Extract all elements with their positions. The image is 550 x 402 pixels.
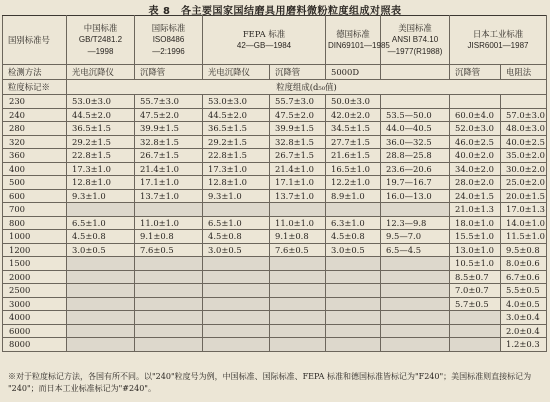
value-cell: 46.0±2.5	[450, 135, 501, 149]
value-cell: 3.0±0.4	[501, 311, 547, 325]
value-cell	[450, 311, 501, 325]
value-cell: 32.8±1.5	[270, 135, 326, 149]
value-cell	[203, 297, 270, 311]
value-cell: 12.8±1.0	[67, 176, 135, 190]
grit-cell: 6000	[3, 324, 67, 338]
value-cell: 17.1±1.0	[135, 176, 203, 190]
value-cell: 47.5±2.0	[135, 108, 203, 122]
grit-cell: 8000	[3, 338, 67, 352]
table-row	[3, 162, 547, 176]
standard-fepa: FEPA 标准 42—GB—1984	[203, 16, 326, 65]
grit-cell: 400	[3, 162, 67, 176]
value-cell: 6.5±1.0	[67, 216, 135, 230]
footnote-line: "240"；而日本工业标准标记为"#240"。	[8, 384, 156, 393]
value-cell	[326, 270, 381, 284]
value-cell: 11.0±1.0	[135, 216, 203, 230]
value-cell	[381, 270, 450, 284]
method-cell: 沉降管	[270, 65, 326, 80]
value-cell: 34.5±1.5	[326, 122, 381, 136]
value-cell: 29.2±1.5	[203, 135, 270, 149]
grit-cell: 1200	[3, 243, 67, 257]
value-cell: 32.8±1.5	[135, 135, 203, 149]
table-row	[3, 216, 547, 230]
value-cell: 6.3±1.0	[326, 216, 381, 230]
method-cell: 电阻法	[501, 65, 547, 80]
value-cell: 42.0±2.0	[326, 108, 381, 122]
value-cell	[67, 203, 135, 217]
value-cell	[381, 311, 450, 325]
value-cell: 36.5±1.5	[67, 122, 135, 136]
value-cell: 9.1±0.8	[135, 230, 203, 244]
value-cell	[67, 311, 135, 325]
value-cell	[135, 324, 203, 338]
footnote	[8, 371, 546, 395]
table-row	[3, 230, 547, 244]
value-cell: 4.0±0.5	[501, 297, 547, 311]
value-cell: 48.0±3.0	[501, 122, 547, 136]
value-cell	[450, 338, 501, 352]
grit-cell: 1500	[3, 257, 67, 271]
value-cell: 17.3±1.0	[67, 162, 135, 176]
value-cell: 53.5—50.0	[381, 108, 450, 122]
value-cell: 47.5±2.0	[270, 108, 326, 122]
footnote-line: ※对于粒度标记方法，各国有所不同。以"240"粒度号为例，中国标准、国际标准、FEPA 标准和德国标准皆标记为"F240"；美国标准则直接标记为	[8, 372, 532, 381]
value-cell: 21.4±1.0	[270, 162, 326, 176]
value-cell: 9.5—7.0	[381, 230, 450, 244]
value-cell: 2.0±0.4	[501, 324, 547, 338]
value-cell	[326, 203, 381, 217]
method-label: 检测方法	[3, 65, 67, 80]
value-cell: 30.0±2.0	[501, 162, 547, 176]
value-cell: 7.6±0.5	[135, 243, 203, 257]
value-cell	[203, 338, 270, 352]
value-cell: 36.0—32.5	[381, 135, 450, 149]
value-cell: 23.6—20.6	[381, 162, 450, 176]
country-standard-label: 国别标准号	[3, 16, 67, 65]
value-cell	[203, 324, 270, 338]
table-row	[3, 311, 547, 325]
grit-cell: 2000	[3, 270, 67, 284]
value-cell: 13.7±1.0	[270, 189, 326, 203]
value-cell	[67, 297, 135, 311]
value-cell: 7.0±0.7	[450, 284, 501, 298]
value-cell: 1.2±0.3	[501, 338, 547, 352]
table-row	[3, 122, 547, 136]
value-cell: 20.0±1.5	[501, 189, 547, 203]
value-cell: 35.0±2.0	[501, 149, 547, 163]
table-row	[3, 203, 547, 217]
table-row	[3, 149, 547, 163]
value-cell: 21.0±1.3	[450, 203, 501, 217]
grit-cell: 3000	[3, 297, 67, 311]
value-cell: 19.7—16.7	[381, 176, 450, 190]
value-cell: 53.0±3.0	[67, 95, 135, 109]
grit-cell: 700	[3, 203, 67, 217]
method-cell: 光电沉降仪	[203, 65, 270, 80]
value-cell: 17.1±1.0	[270, 176, 326, 190]
value-cell	[135, 270, 203, 284]
value-cell: 13.7±1.0	[135, 189, 203, 203]
value-cell	[326, 297, 381, 311]
value-cell: 34.0±2.0	[450, 162, 501, 176]
grit-cell: 280	[3, 122, 67, 136]
value-cell: 44.5±2.0	[67, 108, 135, 122]
value-cell: 4.5±0.8	[67, 230, 135, 244]
method-cell	[381, 65, 450, 80]
method-row	[3, 65, 547, 80]
value-cell	[203, 284, 270, 298]
table-row	[3, 95, 547, 109]
value-cell: 55.7±3.0	[270, 95, 326, 109]
grit-label-row	[3, 80, 547, 95]
method-cell: 沉降管	[450, 65, 501, 80]
value-cell: 12.3—9.8	[381, 216, 450, 230]
value-cell: 9.3±1.0	[67, 189, 135, 203]
value-cell	[326, 284, 381, 298]
standard-iso: 国际标准 ISO8486 —2:1996	[135, 16, 203, 65]
value-cell: 13.0±1.0	[450, 243, 501, 257]
value-cell	[67, 270, 135, 284]
value-cell: 9.1±0.8	[270, 230, 326, 244]
value-cell	[67, 338, 135, 352]
value-cell	[270, 270, 326, 284]
value-cell: 8.9±1.0	[326, 189, 381, 203]
value-cell: 5.5±0.5	[501, 284, 547, 298]
table-row	[3, 297, 547, 311]
value-cell	[450, 95, 501, 109]
table-row	[3, 243, 547, 257]
value-cell: 39.9±1.5	[270, 122, 326, 136]
grit-cell: 360	[3, 149, 67, 163]
value-cell	[381, 284, 450, 298]
value-cell: 9.3±1.0	[203, 189, 270, 203]
comparison-table	[2, 15, 547, 352]
value-cell: 3.0±0.5	[67, 243, 135, 257]
value-cell	[135, 311, 203, 325]
value-cell: 29.2±1.5	[67, 135, 135, 149]
value-cell: 17.3±1.0	[203, 162, 270, 176]
value-cell: 24.0±1.5	[450, 189, 501, 203]
grit-cell: 1000	[3, 230, 67, 244]
value-cell: 36.5±1.5	[203, 122, 270, 136]
value-cell: 7.6±0.5	[270, 243, 326, 257]
value-cell: 12.8±1.0	[203, 176, 270, 190]
value-cell: 22.8±1.5	[203, 149, 270, 163]
method-cell: 光电沉降仪	[67, 65, 135, 80]
table-row	[3, 108, 547, 122]
value-cell	[381, 297, 450, 311]
value-cell: 40.0±2.5	[501, 135, 547, 149]
value-cell: 40.0±2.0	[450, 149, 501, 163]
value-cell	[381, 203, 450, 217]
value-cell	[326, 324, 381, 338]
value-cell	[326, 257, 381, 271]
value-cell: 15.5±1.0	[450, 230, 501, 244]
table-row	[3, 135, 547, 149]
value-cell	[67, 284, 135, 298]
standards-header-row	[3, 16, 547, 65]
value-cell: 55.7±3.0	[135, 95, 203, 109]
value-cell: 6.5±1.0	[203, 216, 270, 230]
value-cell	[270, 311, 326, 325]
value-cell: 39.9±1.5	[135, 122, 203, 136]
value-cell: 26.7±1.5	[270, 149, 326, 163]
value-cell: 17.0±1.3	[501, 203, 547, 217]
value-cell	[135, 203, 203, 217]
value-cell: 21.4±1.0	[135, 162, 203, 176]
value-cell: 12.2±1.0	[326, 176, 381, 190]
grit-cell: 230	[3, 95, 67, 109]
grit-cell: 500	[3, 176, 67, 190]
value-cell: 57.0±3.0	[501, 108, 547, 122]
value-cell: 26.7±1.5	[135, 149, 203, 163]
value-cell: 9.5±0.8	[501, 243, 547, 257]
value-cell	[135, 338, 203, 352]
value-cell: 11.0±1.0	[270, 216, 326, 230]
value-cell: 3.0±0.5	[326, 243, 381, 257]
value-cell: 16.0—13.0	[381, 189, 450, 203]
grit-label: 粒度标记※	[3, 80, 67, 95]
value-cell: 28.0±2.0	[450, 176, 501, 190]
value-cell: 4.5±0.8	[203, 230, 270, 244]
value-cell	[67, 257, 135, 271]
standard-jis: 日本工业标准 JISR6001—1987	[450, 16, 547, 65]
value-cell: 18.0±1.0	[450, 216, 501, 230]
value-cell: 27.7±1.5	[326, 135, 381, 149]
grit-cell: 240	[3, 108, 67, 122]
grit-cell: 2500	[3, 284, 67, 298]
value-cell: 5.7±0.5	[450, 297, 501, 311]
value-cell	[135, 284, 203, 298]
value-cell	[270, 284, 326, 298]
value-cell: 10.5±1.0	[450, 257, 501, 271]
value-cell: 8.5±0.7	[450, 270, 501, 284]
value-cell	[203, 270, 270, 284]
value-cell	[270, 257, 326, 271]
method-cell: 沉降管	[135, 65, 203, 80]
standard-din: 德国标准 DIN69101—1985	[326, 16, 381, 65]
value-cell: 25.0±2.0	[501, 176, 547, 190]
table-row	[3, 284, 547, 298]
value-cell: 3.0±0.5	[203, 243, 270, 257]
value-cell: 52.0±3.0	[450, 122, 501, 136]
value-cell	[501, 95, 547, 109]
value-cell	[135, 257, 203, 271]
value-cell	[203, 311, 270, 325]
value-cell	[135, 297, 203, 311]
table-row	[3, 189, 547, 203]
grit-cell: 800	[3, 216, 67, 230]
method-cell: 5000D	[326, 65, 381, 80]
value-cell: 53.0±3.0	[203, 95, 270, 109]
value-cell: 44.5±2.0	[203, 108, 270, 122]
value-cell: 44.0—40.5	[381, 122, 450, 136]
value-cell	[270, 297, 326, 311]
grit-cell: 4000	[3, 311, 67, 325]
table-title: 表 8 各主要国家国结磨具用磨料微粉粒度组成对照表	[148, 6, 402, 17]
value-cell	[270, 324, 326, 338]
table-row	[3, 176, 547, 190]
value-cell	[381, 95, 450, 109]
value-cell: 6.5—4.5	[381, 243, 450, 257]
value-cell	[326, 338, 381, 352]
value-cell	[203, 257, 270, 271]
standard-cn: 中国标准 GB/T2481.2 —1998	[67, 16, 135, 65]
table-row	[3, 338, 547, 352]
value-cell: 28.8—25.8	[381, 149, 450, 163]
value-cell: 22.8±1.5	[67, 149, 135, 163]
value-cell	[381, 257, 450, 271]
table-row	[3, 257, 547, 271]
value-cell: 60.0±4.0	[450, 108, 501, 122]
composition-label: 粒度组成(d₅₀值)	[67, 80, 547, 95]
grit-cell: 320	[3, 135, 67, 149]
value-cell	[67, 324, 135, 338]
value-cell: 16.5±1.0	[326, 162, 381, 176]
table-row	[3, 324, 547, 338]
value-cell: 21.6±1.5	[326, 149, 381, 163]
value-cell	[381, 324, 450, 338]
value-cell: 14.0±1.0	[501, 216, 547, 230]
value-cell	[326, 311, 381, 325]
value-cell	[270, 203, 326, 217]
value-cell: 6.7±0.6	[501, 270, 547, 284]
grit-cell: 600	[3, 189, 67, 203]
value-cell: 50.0±3.0	[326, 95, 381, 109]
comparison-table-wrapper	[2, 15, 546, 352]
value-cell	[381, 338, 450, 352]
value-cell: 8.0±0.6	[501, 257, 547, 271]
value-cell	[450, 324, 501, 338]
value-cell: 4.5±0.8	[326, 230, 381, 244]
value-cell	[203, 203, 270, 217]
value-cell	[270, 338, 326, 352]
table-row	[3, 270, 547, 284]
standard-ansi: 美国标准 ANSI B74.10 —1977(R1988)	[381, 16, 450, 65]
value-cell: 11.5±1.0	[501, 230, 547, 244]
